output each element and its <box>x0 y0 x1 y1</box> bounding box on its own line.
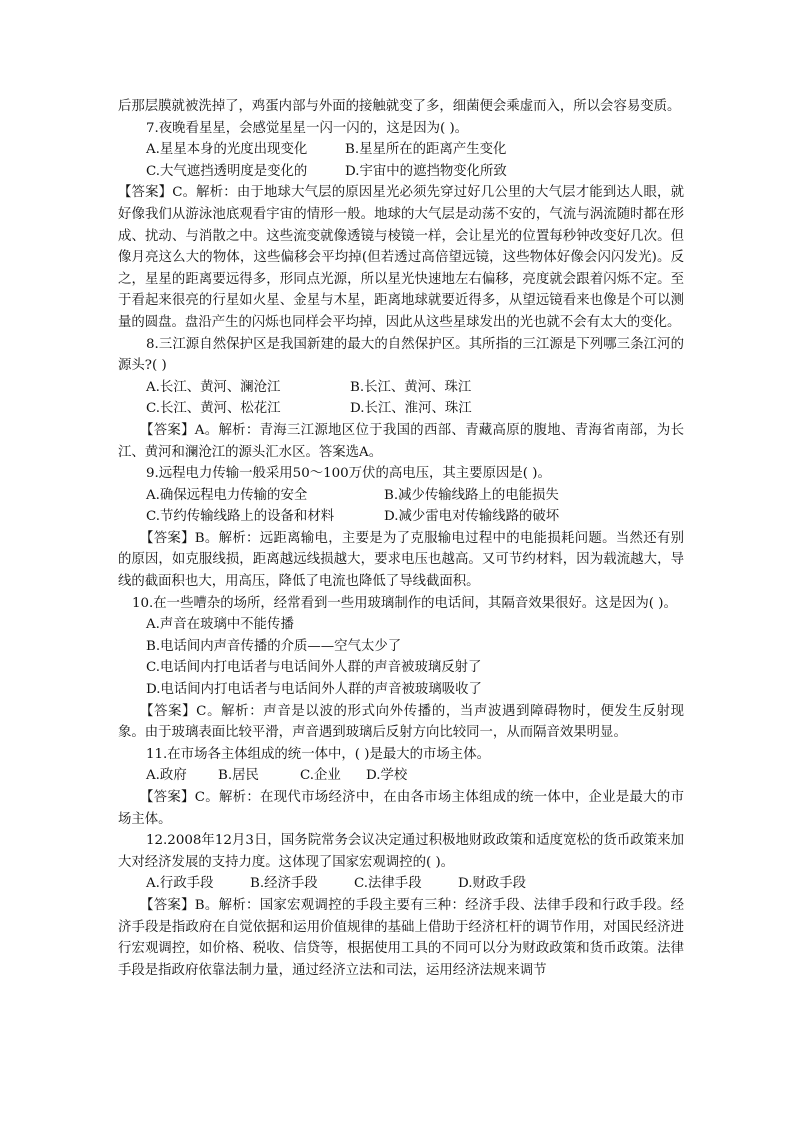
question-8: 8.三江源自然保护区是我国新建的最大的自然保护区。其所指的三江源是下列哪三条江河的源头?( ) <box>118 336 684 374</box>
q8-option-c: C.长江、黄河、松花江 <box>146 401 281 417</box>
question-11: 11.在市场各主体组成的统一体中，( )是最大的市场主体。 <box>146 746 490 762</box>
question-9-options-row2 <box>118 506 684 528</box>
q10-option-a: A.声音在玻璃中不能传播 <box>146 617 294 633</box>
answer-11: 【答案】C。解析：在现代市场经济中，在由各市场主体组成的统一体中，企业是最大的市场主体。 <box>118 790 684 827</box>
q11-option-c: C.企业 <box>300 768 341 784</box>
answer-10: 【答案】C。解析：声音是以波的形式向外传播的，当声波遇到障碍物时，便发生反射现象。由于玻璃表面比较平滑，声音遇到玻璃后反射方向比较同一，从而隔音效果明显。 <box>118 703 684 741</box>
continuation-paragraph: 后那层膜就被洗掉了，鸡蛋内部与外面的接触就变了多，细菌便会乘虚而入，所以会容易变质。 <box>118 99 681 114</box>
answer-7: 【答案】C。解析：由于地球大气层的原因星光必须先穿过好几公里的大气层才能到达人眼，就好像我们从游泳池底观看宇宙的情形一般。地球的大气层是动荡不安的，气流与涡流随时都在形成、扰动、与消散之中。这些流变就像透镜与棱镜一样，会让星光的位置每秒钟改变好几次。但像月亮这么大的物体，这些偏移会平均掉(但若透过高倍望远镜，这些物体好像会闪闪发光)。反之，星星的距离要远得多，形同点光源，所以星光快速地左右偏移，亮度就会跟着闪烁不定。至于看起来很亮的行星如火星、金星与木星，距离地球就要近得多，从望远镜看来也像是个可以测量的圆盘。盘沿产生的闪烁也同样会平均掉，因此从这些星球发出的光也就不会有太大的变化。 <box>118 185 684 330</box>
q9-option-c: C.节约传输线路上的设备和材料 <box>146 509 335 525</box>
q9-option-b: B.减少传输线路上的电能损失 <box>384 487 559 503</box>
answer-12: 【答案】B。解析：国家宏观调控的手段主要有三种：经济手段、法律手段和行政手段。经济手段是指政府在自觉依据和运用价值规律的基础上借助于经济杠杆的调节作用，对国民经济进行宏观调控，如价格、税收、信贷等，根据使用工具的不同可以分为财政政策和货币政策。法律手段是指政府依靠法制力量，通过经济立法和司法，运用经济法规来调节 <box>118 897 684 978</box>
question-12: 12.2008年12月3日，国务院常务会议决定通过积极地财政政策和适度宽松的货币政策来加大对经济发展的支持力度。这体现了国家宏观调控的( )。 <box>118 833 684 870</box>
q12-option-d: D.财政手段 <box>458 876 527 892</box>
q7-option-b: B.星星所在的距离产生变化 <box>345 142 507 158</box>
answer-9: 【答案】B。解析：远距离输电，主要是为了克服输电过程中的电能损耗问题。当然还有别的原因，如克服线损，距离越远线损越大，要求电压也越高。又可节约材料，因为载流越大，导线的截面积也大，用高压，降低了电流也降低了导线截面积。 <box>118 530 684 590</box>
question-9: 9.远程电力传输一般采用50～100万伏的高电压，其主要原因是( )。 <box>146 466 551 482</box>
q8-option-d: D.长江、淮河、珠江 <box>350 401 472 417</box>
q10-option-b: B.电话间内声音传播的介质——空气太少了 <box>146 638 402 654</box>
q9-option-a: A.确保远程电力传输的安全 <box>146 487 308 503</box>
q12-option-b: B.经济手段 <box>250 876 318 892</box>
q11-option-a: A.政府 <box>146 768 187 784</box>
q8-option-b: B.长江、黄河、珠江 <box>350 379 472 395</box>
q12-option-c: C.法律手段 <box>354 876 422 892</box>
q9-option-d: D.减少雷电对传输线路的破坏 <box>384 509 560 525</box>
question-12-options <box>118 873 684 895</box>
q8-option-a: A.长江、黄河、澜沧江 <box>146 379 281 395</box>
question-8-options-row1 <box>118 377 684 399</box>
q7-option-c: C.大气遮挡透明度是变化的 <box>146 163 308 179</box>
document-page <box>118 96 684 981</box>
q10-option-c: C.电话间内打电话者与电话间外人群的声音被玻璃反射了 <box>146 660 482 676</box>
question-11-options <box>118 765 684 787</box>
question-7: 7.夜晚看星星，会感觉星星一闪一闪的，这是因为( )。 <box>146 120 469 136</box>
question-10: 10.在一些嘈杂的场所，经常看到一些用玻璃制作的电话间，其隔音效果很好。这是因为( )。 <box>132 595 677 611</box>
question-7-options-row1 <box>118 139 684 161</box>
q10-option-d: D.电话间内打电话者与电话间外人群的声音被玻璃吸收了 <box>146 682 482 698</box>
q11-option-d: D.学校 <box>366 768 408 784</box>
answer-8: 【答案】A。解析：青海三江源地区位于我国的西部、青藏高原的腹地、青海省南部，为长江、黄河和澜沧江的源头汇水区。答案选A。 <box>118 422 684 460</box>
q7-option-d: D.宇宙中的遮挡物变化所致 <box>345 163 507 179</box>
question-9-options-row1 <box>118 485 684 507</box>
question-8-options-row2 <box>118 398 684 420</box>
q11-option-b: B.居民 <box>218 768 259 784</box>
q7-option-a: A.星星本身的光度出现变化 <box>146 142 308 158</box>
q12-option-a: A.行政手段 <box>146 876 214 892</box>
question-7-options-row2 <box>118 161 684 183</box>
